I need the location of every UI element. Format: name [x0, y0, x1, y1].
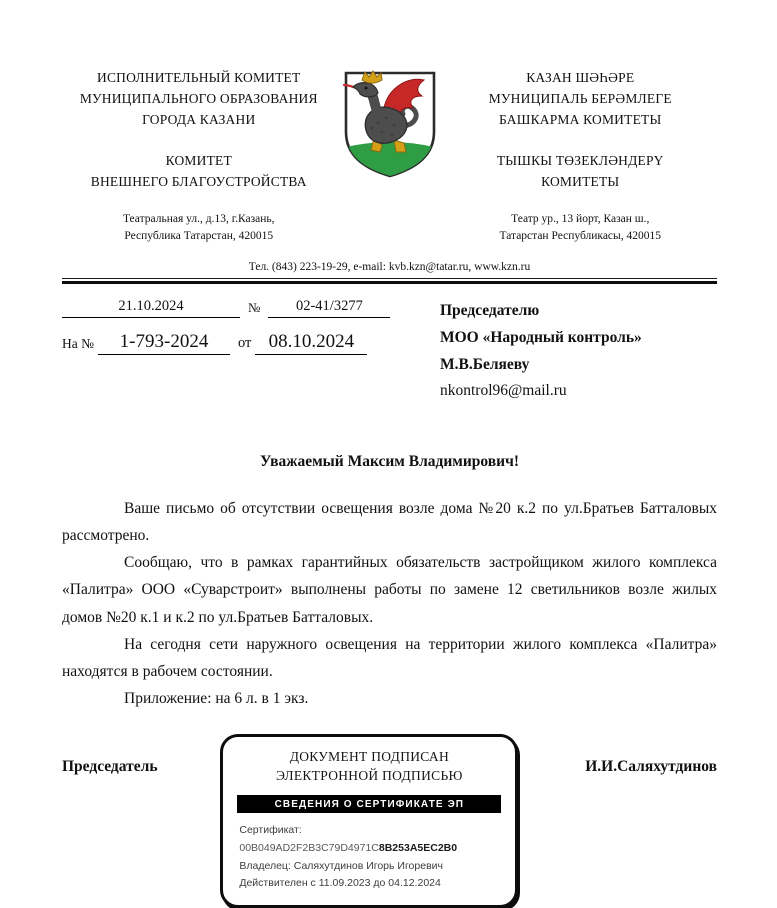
org-name-tat: [444, 68, 718, 131]
incoming-number: 1-793-2024: [98, 331, 230, 355]
outgoing-number: 02-41/3277: [268, 298, 390, 318]
dragon-eye: [364, 87, 367, 90]
paragraph: Ваше письмо об отсутствии освещения возле дома №20 к.2 по ул.Братьев Батталовых рассмотрено.: [62, 500, 717, 545]
number-sign: №: [248, 300, 261, 316]
outgoing-reference-line: [62, 298, 440, 318]
kazan-coat-of-arms-icon: [338, 68, 442, 182]
address-line: Республика Татарстан, 420015: [124, 229, 274, 242]
addressee-name: М.В.Беляеву: [440, 355, 530, 373]
paragraph: Приложение: на 6 л. в 1 экз.: [124, 689, 309, 707]
committee-line: КОМИТЕТ: [165, 152, 232, 168]
header-divider: [62, 278, 717, 284]
paragraph: Сообщаю, что в рамках гарантийных обязательств застройщиком жилого комплекса «Палитра» ООО «Суварстроит» выполнены работы по замене 12 светильников возле жилых домов №20 к.1 и к.2 по ул.Братьев Батталовых.: [62, 554, 717, 626]
certificate-value-light: 00B049AD2F2B3C79D4971C: [239, 841, 379, 854]
address-ru: [62, 211, 336, 246]
committee-name-ru: [62, 151, 336, 193]
certificate-number-line: [239, 822, 503, 858]
letterhead-right: [444, 68, 718, 245]
committee-line: КОМИТЕТЫ: [541, 173, 620, 189]
address-line: Театральная ул., д.13, г.Казань,: [122, 212, 275, 225]
org-line: ИСПОЛНИТЕЛЬНЫЙ КОМИТЕТ: [97, 70, 301, 85]
reference-and-addressee: [62, 298, 717, 405]
address-line: Татарстан Республикасы, 420015: [499, 229, 662, 242]
org-line: БАШКАРМА КОМИТЕТЫ: [499, 111, 662, 127]
certificate-owner-line: Владелец: Саляхутдинов Игорь Игоревич: [239, 859, 443, 872]
certificate-details: [235, 822, 503, 893]
org-line: МУНИЦИПАЛЬ БЕРӘМЛЕГЕ: [488, 90, 672, 106]
divider-thick-line: [62, 281, 717, 284]
signer-position: Председатель: [62, 758, 158, 776]
signature-row: [62, 734, 717, 908]
certificate-value-dark: 8B253A5EC2B0: [378, 841, 458, 854]
org-line: КАЗАН ШӘҺӘРЕ: [526, 70, 635, 85]
contact-line: Тел. (843) 223-19-29, e-mail: kvb.kzn@tatar.ru, www.kzn.ru: [248, 261, 531, 274]
addressee-position: Председателю: [440, 302, 540, 320]
org-line: МУНИЦИПАЛЬНОГО ОБРАЗОВАНИЯ: [79, 90, 318, 106]
incoming-reference-line: [62, 331, 440, 355]
addressee-organization: МОО «Народный контроль»: [440, 329, 642, 347]
salutation: Уважаемый Максим Владимирович!: [260, 453, 519, 471]
committee-line: ТЫШКЫ ТӨЗЕКЛӘНДЕРҮ: [496, 152, 664, 168]
address-line: Театр ур., 13 йорт, Казан ш.,: [511, 212, 650, 225]
ground-shape: [342, 142, 438, 182]
certificate-validity-line: Действителен с 11.09.2023 до 04.12.2024: [239, 877, 441, 890]
dragon-body: [365, 107, 407, 143]
from-label: от: [238, 335, 252, 352]
outgoing-date: 21.10.2024: [62, 298, 240, 318]
certificate-label: Сертификат:: [239, 823, 302, 836]
incoming-date: 08.10.2024: [255, 331, 367, 355]
paragraph: На сегодня сети наружного освещения на территории жилого комплекса «Палитра» находятся в рабочем состоянии.: [62, 635, 717, 680]
reply-prefix-label: На №: [62, 336, 94, 352]
divider-thin-line: [62, 278, 717, 279]
addressee-email: nkontrol96@mail.ru: [440, 382, 567, 400]
stamp-title-line: ЭЛЕКТРОННОЙ ПОДПИСЬЮ: [276, 767, 463, 783]
stamp-title-line: ДОКУМЕНТ ПОДПИСАН: [289, 749, 450, 765]
addressee-block: [440, 298, 642, 405]
committee-line: ВНЕШНЕГО БЛАГОУСТРОЙСТВА: [90, 173, 307, 189]
committee-name-tat: [444, 151, 718, 193]
reference-block: [62, 298, 440, 405]
letter-body: [62, 495, 717, 712]
certificate-info-bar: СВЕДЕНИЯ О СЕРТИФИКАТЕ ЭП: [237, 795, 501, 813]
stamp-title: [235, 748, 503, 786]
letterhead: [62, 68, 717, 245]
org-name-ru: [62, 68, 336, 131]
digital-signature-stamp: [220, 734, 518, 908]
org-line: ГОРОДА КАЗАНИ: [142, 111, 256, 127]
address-tat: [444, 211, 718, 246]
signer-name: И.И.Саляхутдинов: [585, 758, 717, 776]
letterhead-left: [62, 68, 336, 245]
